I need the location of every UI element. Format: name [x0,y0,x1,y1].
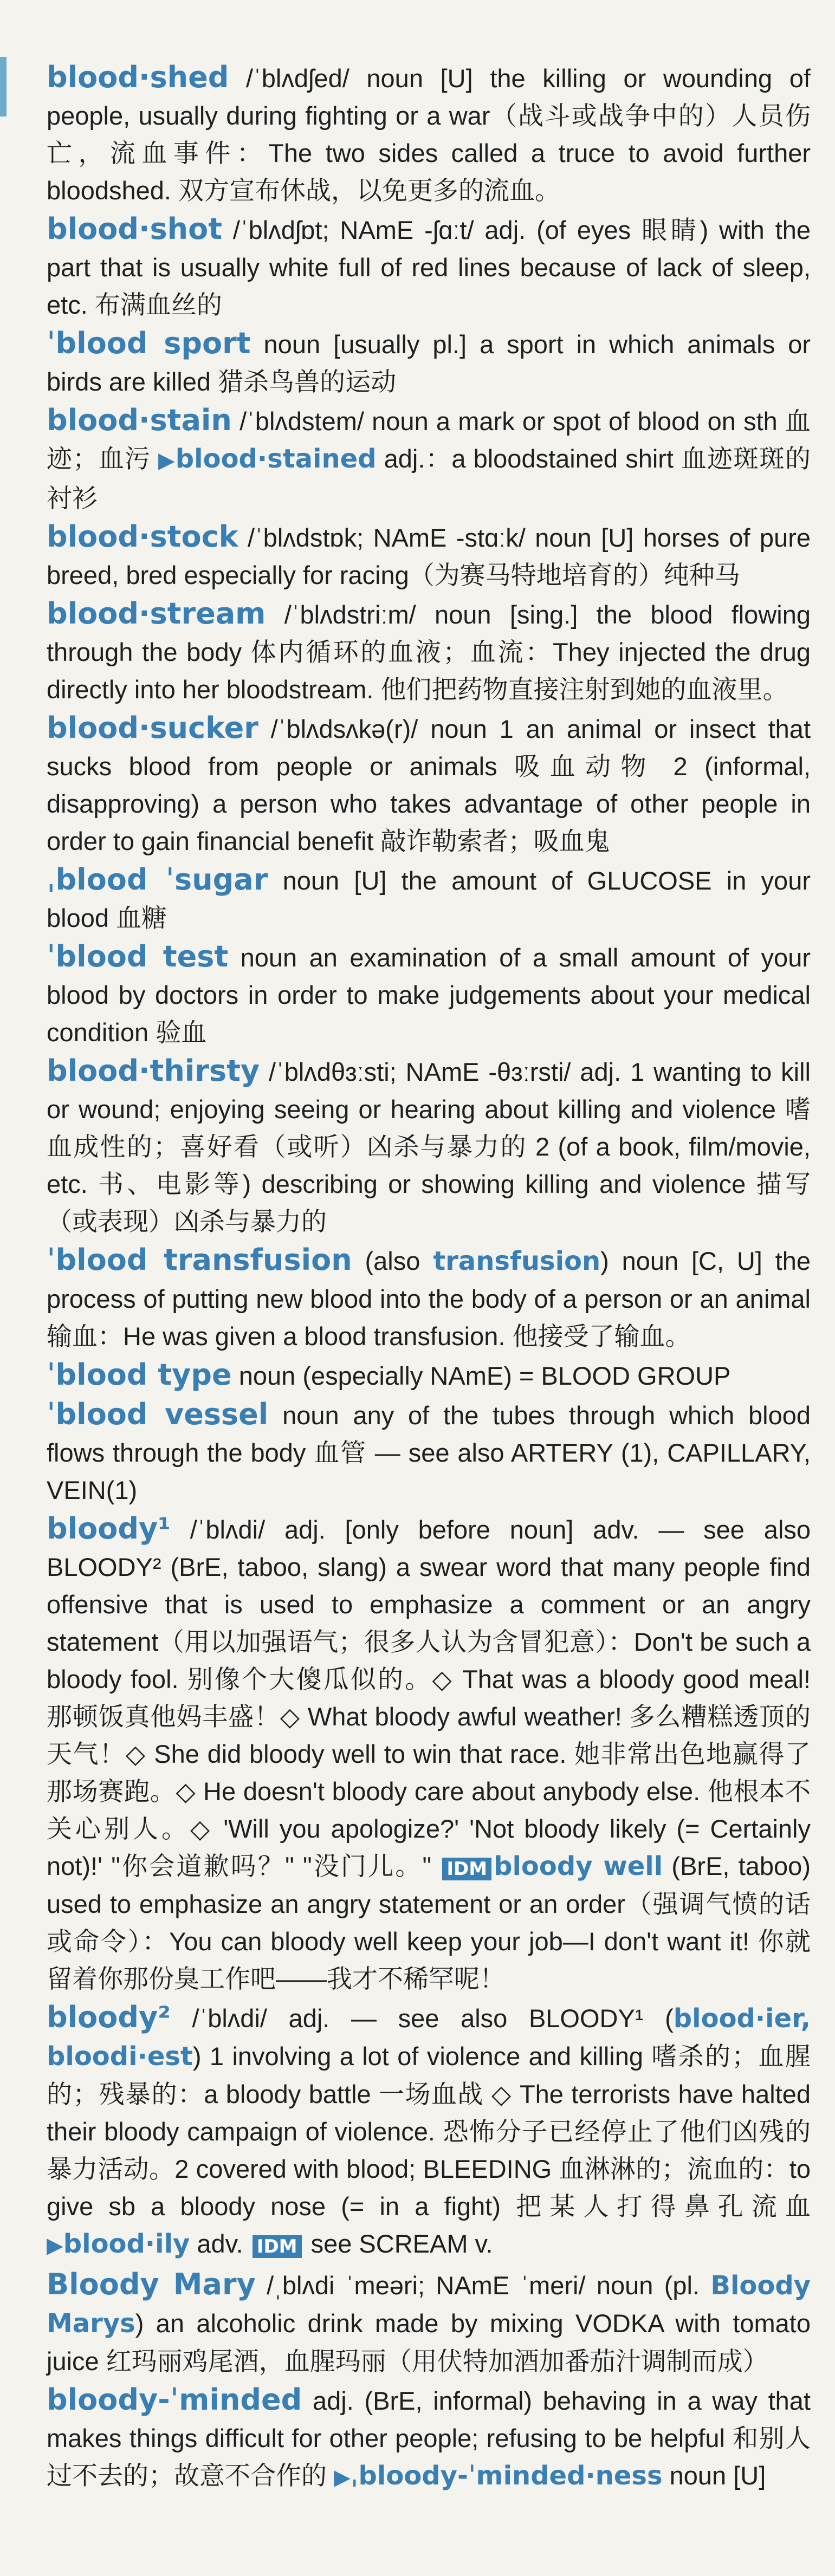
entry-text-continued-2: adv. [190,2229,250,2258]
entry-bloodstain [47,401,811,517]
entry-bloodsucker [47,709,811,860]
entry-text-continued: adj.：a bloodstained shirt 血迹斑斑的衬衫 [47,444,811,512]
margin-tab [0,57,7,116]
entry-bloodshed [47,59,811,209]
entry-text-continued: ) an alcoholic drink made by mixing VODKA with tomato juice 红玛丽鸡尾酒，血腥玛丽（用伏特加酒加番茄汁调制而成） [47,2309,811,2376]
derivative: blood·stained [175,444,377,474]
entry-text: /ˈblʌdʃɒt; NAmE -ʃɑːt/ adj. (of eyes 眼睛) with the part that is usually white full of red lines because of lack of sleep, etc. 布满血丝的 [47,216,811,319]
headword: blood·sucker [47,711,258,745]
entry-bloodstream [47,595,811,708]
entry-column [47,59,811,2497]
idiom-badge: IDM [253,2235,302,2258]
entry-bloodshot [47,210,811,323]
entry-text-continued: ) 1 involving a lot of violence and killing 嗜杀的；血腥的；残暴的：a bloody battle 一场血战 ◇ The terrorists have halted their bloody campaign of violence. 恐怖分子已经停止了他们凶残的暴力活动。2 covered with blood; BLEEDING 血淋淋的；流血的：to give sb a bloody nose (= in a fight) 把某人打得鼻孔流血 [47,2042,811,2221]
headword: blood·thirsty [47,1054,260,1088]
entry-text: /ˈblʌdsʌkə(r)/ noun 1 an animal or insect that sucks blood from people or animals 吸血动物 2 (informal, disapproving) a person who takes advantage of other people in order to gain financial benefit 敲诈勒索者；吸血鬼 [47,715,811,855]
headword: Bloody Mary [47,2267,256,2301]
headword: blood·shot [47,212,223,246]
headword: ˈblood type [47,1358,232,1392]
entry-blood-sport [47,325,811,400]
inflected-forms: blood·ier, bloodi·est [47,2003,811,2072]
entry-text: /ˈblʌdstɒk; NAmE -stɑːk/ noun [U] horses of pure breed, bred especially for racing（为赛马特地培育的）纯种马 [47,523,811,589]
entry-text: /ˈblʌdi/ adj. [only before noun] adv. — see also BLOODY² (BrE, taboo, slang) a swear word that many people find offensive that is used to emphasize a comment or an angry statement（用以加强语气；很多人认为含冒犯意）：Don't be such a bloody fool. 别像个大傻瓜似的。◇ That was a bloody good meal! 那顿饭真他妈丰盛！◇ What bloody awful weather! 多么糟糕透顶的天气！◇ She did bloody well to win that race. 她非常出色地赢得了那场赛跑。◇ He doesn't bloody care about anybody else. 他根本不关心别人。◇ 'Will you apologize?' 'Not bloody likely (= Certainly not)!' "你会道歉吗？" "没门儿。" [47,1515,811,1880]
derivative: blood·ily [63,2229,190,2259]
derivative-arrow-icon: ▶ [158,449,176,472]
entry-text: adj. (BrE, informal) behaving in a way that makes things difficult for other people; refusing to be helpful 和别人过不去的；故意不合作的 [47,2386,811,2490]
entry-text: /ˈblʌdʃed/ noun [U] the killing or wounding of people, usually during fighting or a war（战斗或战争中的）人员伤亡，流血事件：The two sides called a truce to avoid further bloodshed. 双方宣布休战，以免更多的流血。 [47,64,811,205]
headword: ˈblood test [47,939,229,974]
entry-text: noun any of the tubes through which blood flows through the body 血管 — see also ARTERY (1), CAPILLARY, VEIN(1) [47,1401,811,1504]
headword: ˌblood ˈsugar [47,862,268,897]
headword: blood·stain [47,403,232,437]
entry-bloody-1 [47,1510,811,1997]
entry-bloody-mary [47,2266,811,2380]
headword: ˈblood vessel [47,1397,269,1431]
entry-text: /ˌblʌdi ˈmeəri; NAmE ˈmeri/ noun (pl. [255,2271,711,2300]
entry-text-continued-3: see SCREAM v. [303,2229,493,2258]
entry-text: noun an examination of a small amount of your blood by doctors in order to make judgements about your medical condition 验血 [47,943,811,1047]
derivative-arrow-icon: ▶ [334,2465,351,2489]
headword: bloody-ˈminded [47,2383,302,2417]
entry-text: noun [U] the amount of GLUCOSE in your blood 血糖 [47,866,811,932]
entry-text: /ˈblʌdi/ adj. — see also BLOODY¹ ( [170,2004,674,2033]
headword: blood·stock [47,520,238,554]
derivative-arrow-icon: ▶ [47,2234,63,2257]
headword: ˈblood transfusion [47,1243,352,1277]
entry-text-continued: ) noun [C, U] the process of putting new blood into the body of a person or an animal 输血：He was given a blood transfusion. 他接受了输血。 [47,1247,811,1351]
headword: bloody¹ [47,1511,171,1546]
entry-text: noun [usually pl.] a sport in which animals or birds are killed 猎杀鸟兽的运动 [47,330,811,396]
entry-bloodstock [47,518,811,594]
cross-reference-headword: transfusion [433,1246,601,1276]
entry-bloodthirsty [47,1052,811,1240]
entry-text-continued: noun [U] [662,2461,766,2490]
plural-form: Bloody Marys [47,2270,811,2339]
headword: blood·shed [47,60,229,94]
entry-text: /ˈblʌdstem/ noun a mark or spot of blood on sth 血迹；血污 [47,407,811,473]
headword: blood·stream [47,596,266,631]
idiom-badge: IDM [442,1858,491,1880]
entry-text: (also [352,1247,433,1275]
derivative: ˌbloody-ˈminded·ness [350,2461,663,2491]
entry-text-continued: (BrE, taboo) used to emphasize an angry statement or an order（强调气愤的话或命令）：You can bloody well keep your job—I don't want it! 你就留着你那份臭工作吧——我才不稀罕呢！ [47,1852,811,1993]
entry-blood-vessel [47,1396,811,1509]
headword: ˈblood sport [47,326,251,360]
entry-bloody-2 [47,1998,811,2264]
entry-text: noun (especially NAmE) = BLOOD GROUP [231,1361,731,1390]
entry-blood-type [47,1356,811,1394]
entry-blood-test [47,938,811,1051]
entry-blood-transfusion [47,1241,811,1355]
entry-blood-sugar [47,861,811,937]
entry-text: /ˈblʌdstriːm/ noun [sing.] the blood flowing through the body 体内循环的血液；血流：They injected the drug directly into her bloodstream. 他们把药物直接注射到她的血液里。 [47,600,811,704]
idiom-phrase: bloody well [494,1851,663,1881]
entry-text: /ˈblʌdθɜːsti; NAmE -θɜːrsti/ adj. 1 wanting to kill or wound; enjoying seeing or hearing about killing and violence 嗜血成性的；喜好看（或听）凶杀与暴力的 2 (of a book, film/movie, etc. 书、电影等) describing or showing killing and violence 描写（或表现）凶杀与暴力的 [47,1057,811,1236]
entry-bloody-minded [47,2381,811,2496]
headword: bloody² [47,2000,171,2034]
